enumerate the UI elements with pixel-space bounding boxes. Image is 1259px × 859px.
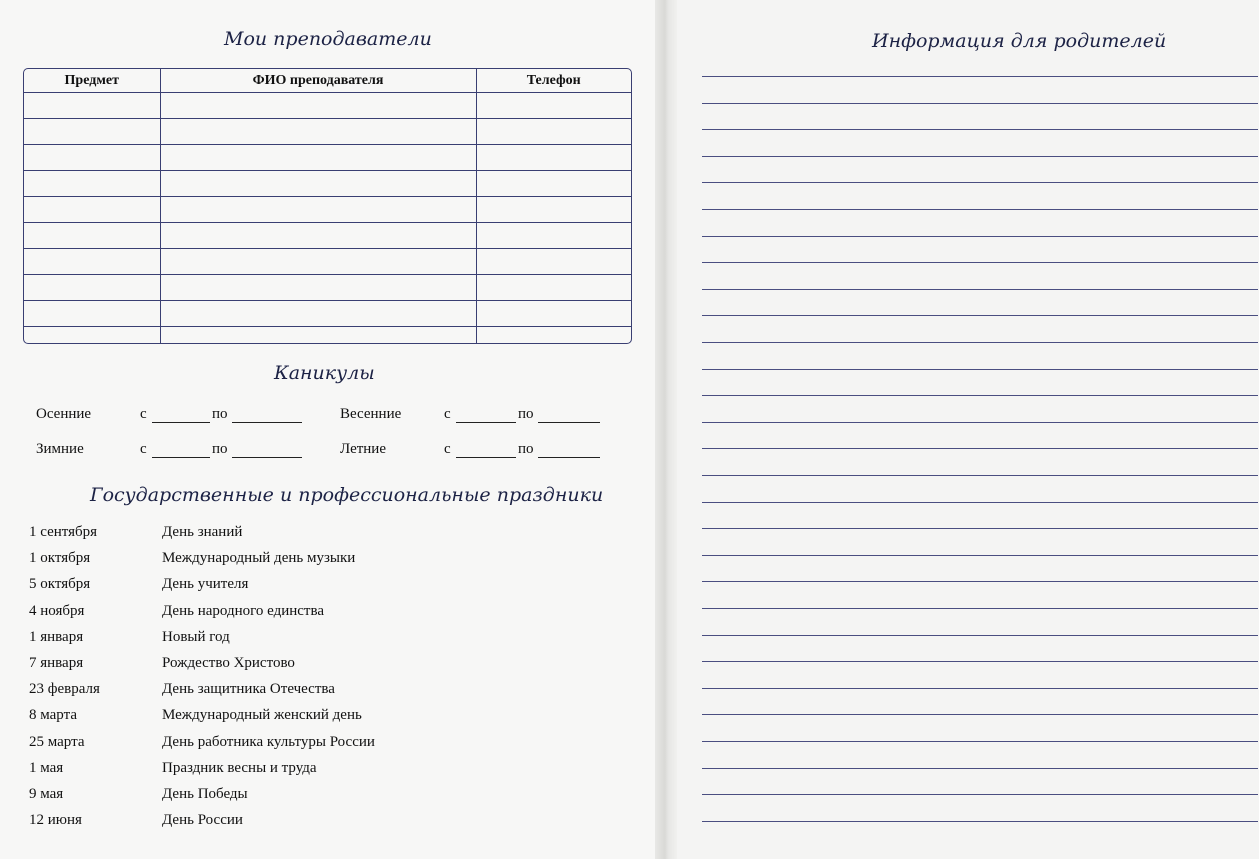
writing-line[interactable] <box>702 236 1258 237</box>
holiday-date: 1 октября <box>29 550 91 567</box>
table-row <box>24 327 631 345</box>
holiday-name: День Победы <box>162 786 248 802</box>
table-row <box>24 301 631 327</box>
subject-cell[interactable] <box>24 145 160 171</box>
holiday-name: День народного единства <box>162 602 325 619</box>
vacation-start-date-field[interactable] <box>456 456 516 458</box>
teacher-name-cell[interactable] <box>160 119 476 145</box>
vacation-end-date-field[interactable] <box>538 456 600 458</box>
holiday-name: День знаний <box>162 524 243 540</box>
writing-line[interactable] <box>702 688 1258 689</box>
vacation-name: Весенние <box>340 406 402 422</box>
writing-line[interactable] <box>702 262 1258 263</box>
teachers-table <box>23 68 632 344</box>
holidays-title: Государственные и профессиональные праздники <box>90 484 604 506</box>
phone-cell[interactable] <box>476 249 631 275</box>
writing-line[interactable] <box>702 475 1258 476</box>
writing-line[interactable] <box>702 369 1258 370</box>
holiday-date: 4 ноября <box>29 602 85 619</box>
writing-line[interactable] <box>702 289 1258 290</box>
writing-line[interactable] <box>702 342 1258 343</box>
teacher-name-cell[interactable] <box>160 301 476 327</box>
writing-line[interactable] <box>702 448 1258 449</box>
vacation-start-date-field[interactable] <box>152 456 210 458</box>
holiday-date: 1 мая <box>29 759 64 776</box>
vacation-name: Осенние <box>36 406 92 422</box>
vacation-to-label: по <box>212 406 228 422</box>
table-row <box>24 249 631 275</box>
table-row <box>24 93 631 119</box>
vacation-end-date-field[interactable] <box>538 421 600 423</box>
subject-cell[interactable] <box>24 301 160 327</box>
writing-line[interactable] <box>702 635 1258 636</box>
holiday-name: Рождество Христово <box>162 655 295 671</box>
holiday-date: 25 марта <box>29 733 85 750</box>
book-spine <box>655 0 677 859</box>
holiday-name: Новый год <box>162 628 230 645</box>
writing-line[interactable] <box>702 714 1258 715</box>
phone-cell[interactable] <box>476 327 631 345</box>
phone-cell[interactable] <box>476 223 631 249</box>
holiday-date: 23 февраля <box>29 681 100 698</box>
vacation-to-label: по <box>518 441 534 457</box>
table-row <box>24 197 631 223</box>
holiday-date: 7 января <box>29 655 84 671</box>
vacation-to-label: по <box>212 441 228 457</box>
holiday-name: День учителя <box>162 576 249 593</box>
holiday-name: День защитника Отечества <box>162 681 335 698</box>
subject-cell[interactable] <box>24 197 160 223</box>
subject-cell[interactable] <box>24 93 160 119</box>
writing-line[interactable] <box>702 103 1258 104</box>
phone-cell[interactable] <box>476 197 631 223</box>
writing-line[interactable] <box>702 129 1258 130</box>
subject-cell[interactable] <box>24 223 160 249</box>
table-row <box>24 119 631 145</box>
writing-line[interactable] <box>702 768 1258 769</box>
subject-cell[interactable] <box>24 275 160 301</box>
table-row <box>24 275 631 301</box>
holiday-name: День работника культуры России <box>162 733 375 750</box>
teacher-name-cell[interactable] <box>160 327 476 345</box>
writing-line[interactable] <box>702 502 1258 503</box>
column-header-subject: Предмет <box>24 69 160 93</box>
writing-line[interactable] <box>702 581 1258 582</box>
writing-line[interactable] <box>702 76 1258 77</box>
writing-line[interactable] <box>702 741 1258 742</box>
parents-info-title: Информация для родителей <box>872 30 1167 52</box>
phone-cell[interactable] <box>476 93 631 119</box>
holiday-date: 8 марта <box>29 707 77 724</box>
holiday-date: 9 мая <box>29 786 64 802</box>
subject-cell[interactable] <box>24 249 160 275</box>
vacation-from-label: с <box>140 406 147 422</box>
phone-cell[interactable] <box>476 119 631 145</box>
writing-line[interactable] <box>702 209 1258 210</box>
subject-cell[interactable] <box>24 119 160 145</box>
column-header-phone: Телефон <box>476 69 631 93</box>
holiday-date: 12 июня <box>29 812 82 829</box>
writing-line[interactable] <box>702 528 1258 529</box>
holiday-date: 1 января <box>29 628 84 645</box>
phone-cell[interactable] <box>476 171 631 197</box>
holiday-name: Праздник весны и труда <box>162 759 317 776</box>
vacation-start-date-field[interactable] <box>152 421 210 423</box>
vacation-from-label: с <box>444 441 451 457</box>
holiday-name: Международный женский день <box>162 707 362 724</box>
writing-line[interactable] <box>702 608 1258 609</box>
teacher-name-cell[interactable] <box>160 93 476 119</box>
vacation-end-date-field[interactable] <box>232 456 302 458</box>
vacation-end-date-field[interactable] <box>232 421 302 423</box>
column-header-teacher-name: ФИО преподавателя <box>160 69 476 93</box>
writing-line[interactable] <box>702 555 1258 556</box>
writing-line[interactable] <box>702 315 1258 316</box>
vacation-start-date-field[interactable] <box>456 421 516 423</box>
vacation-name: Зимние <box>36 441 84 457</box>
teacher-name-cell[interactable] <box>160 197 476 223</box>
writing-line[interactable] <box>702 156 1258 157</box>
writing-line[interactable] <box>702 661 1258 662</box>
subject-cell[interactable] <box>24 327 160 345</box>
holiday-date: 1 сентября <box>29 524 98 540</box>
phone-cell[interactable] <box>476 301 631 327</box>
writing-line[interactable] <box>702 395 1258 396</box>
teacher-name-cell[interactable] <box>160 145 476 171</box>
holiday-name: Международный день музыки <box>162 550 356 567</box>
phone-cell[interactable] <box>476 275 631 301</box>
table-row <box>24 223 631 249</box>
writing-line[interactable] <box>702 821 1258 822</box>
table-row <box>24 171 631 197</box>
holiday-date: 5 октября <box>29 576 91 593</box>
teacher-name-cell[interactable] <box>160 275 476 301</box>
phone-cell[interactable] <box>476 145 631 171</box>
vacation-to-label: по <box>518 406 534 422</box>
vacations-title: Каникулы <box>274 362 375 384</box>
vacation-from-label: с <box>140 441 147 457</box>
teacher-name-cell[interactable] <box>160 249 476 275</box>
table-header-row <box>24 69 631 93</box>
table-row <box>24 145 631 171</box>
vacation-name: Летние <box>340 441 386 457</box>
writing-line[interactable] <box>702 182 1258 183</box>
writing-line[interactable] <box>702 794 1258 795</box>
vacation-from-label: с <box>444 406 451 422</box>
teachers-title: Мои преподаватели <box>224 28 432 50</box>
writing-line[interactable] <box>702 422 1258 423</box>
subject-cell[interactable] <box>24 171 160 197</box>
teacher-name-cell[interactable] <box>160 223 476 249</box>
holiday-name: День России <box>162 812 243 829</box>
teacher-name-cell[interactable] <box>160 171 476 197</box>
